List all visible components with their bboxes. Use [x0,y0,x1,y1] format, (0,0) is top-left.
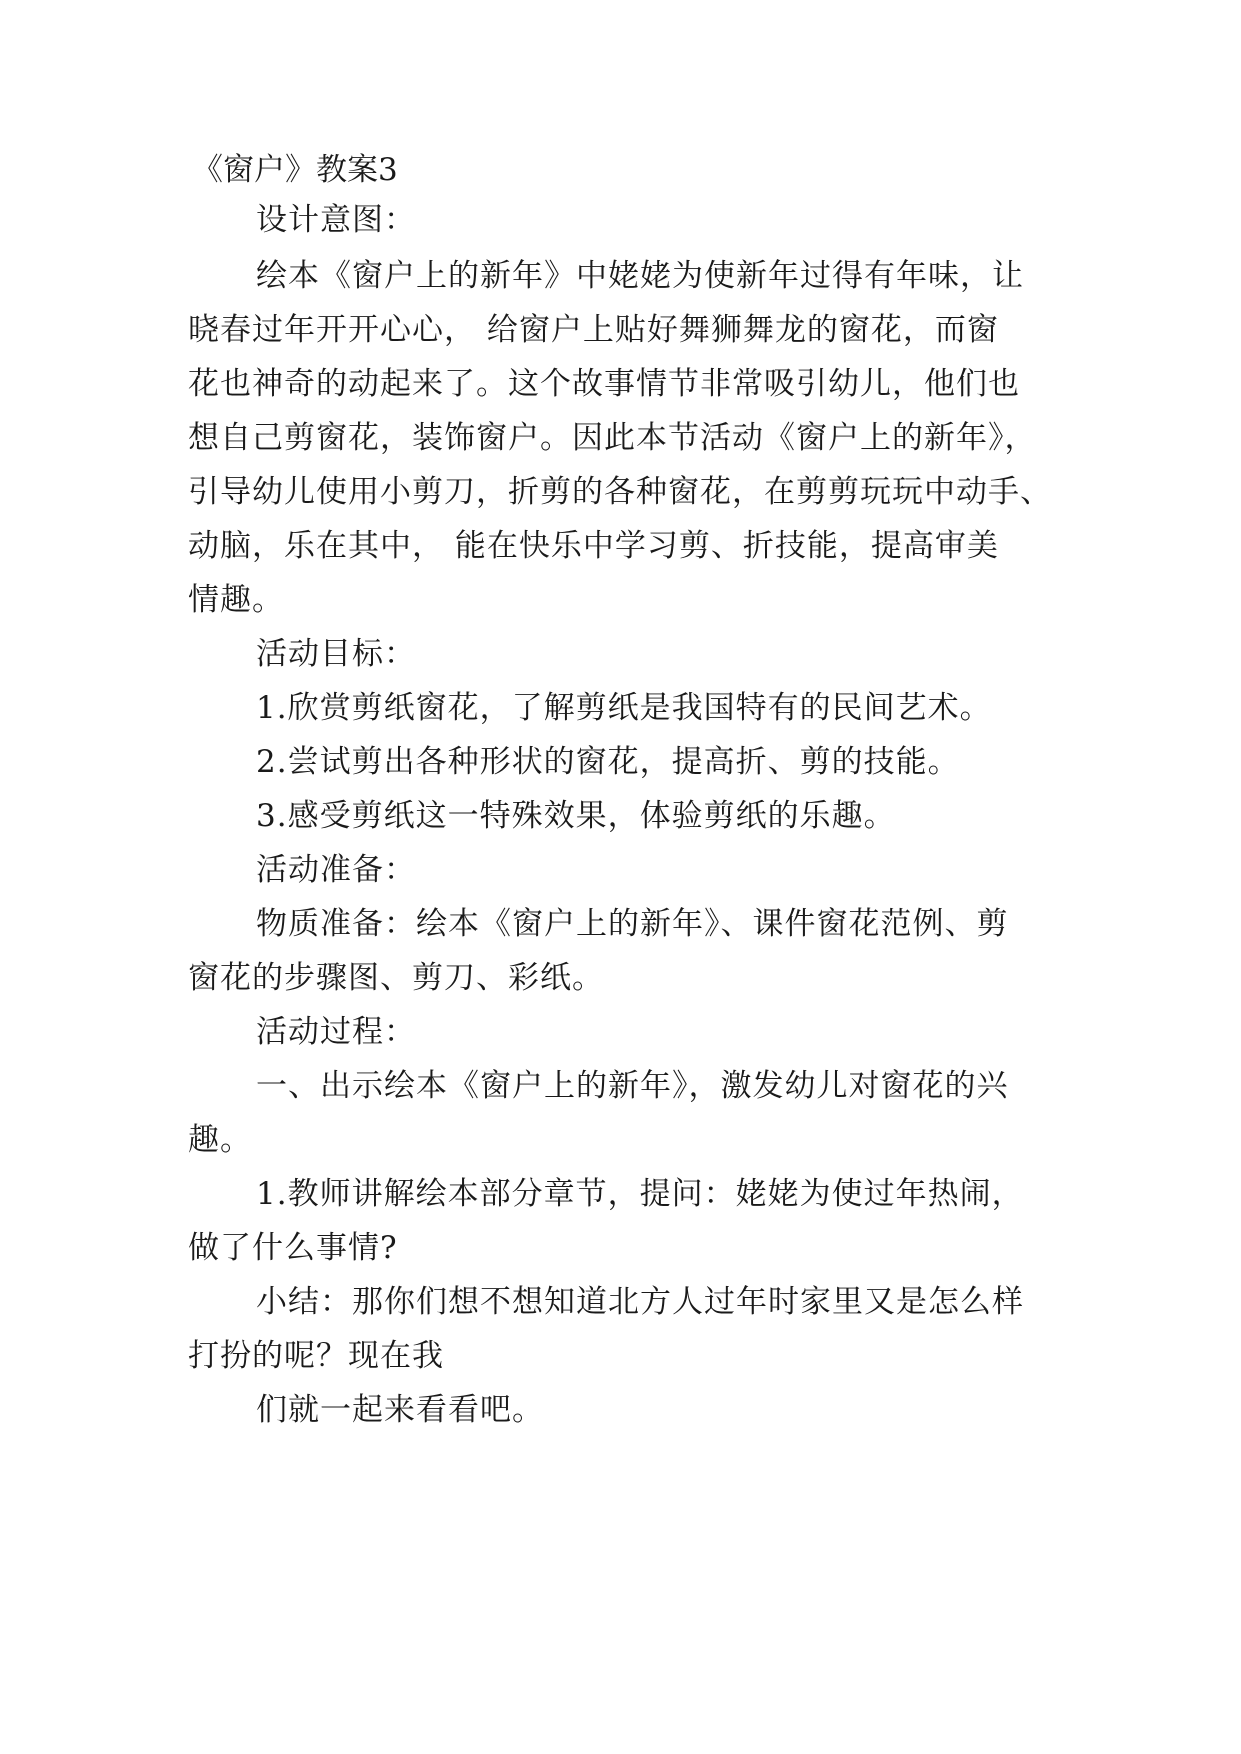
paragraph-line: 绘本《窗户上的新年》中姥姥为使新年过得有年味，让 [256,258,1024,294]
paragraph-line: 1.教师讲解绘本部分章节，提问：姥姥为使过年热闹， [256,1176,1024,1212]
heading-activity-goals: 活动目标： [256,636,416,672]
paragraph-line: 情趣。 [188,582,284,618]
paragraph-line: 小结：那你们想不想知道北方人过年时家里又是怎么样 [256,1284,1024,1320]
paragraph-line: 做了什么事情? [188,1230,398,1266]
paragraph-line: 动脑，乐在其中， 能在快乐中学习剪、折技能，提高审美 [188,528,999,564]
paragraph-line: 一、出示绘本《窗户上的新年》，激发幼儿对窗花的兴 [256,1068,1009,1104]
paragraph-line: 花也神奇的动起来了。这个故事情节非常吸引幼儿，他们也 [188,366,1020,402]
paragraph-line: 想自己剪窗花，装饰窗户。因此本节活动《窗户上的新年》， [188,420,1037,456]
heading-design-intent: 设计意图： [256,202,416,238]
paragraph-line: 趣。 [188,1122,252,1158]
paragraph-line: 打扮的呢？现在我 [188,1338,444,1374]
paragraph-line: 窗花的步骤图、剪刀、彩纸。 [188,960,604,996]
paragraph-line: 晓春过年开开心心， 给窗户上贴好舞狮舞龙的窗花，而窗 [188,312,999,348]
paragraph-line: 引导幼儿使用小剪刀，折剪的各种窗花，在剪剪玩玩中动手、 [188,474,1052,510]
heading-activity-preparation: 活动准备： [256,852,416,888]
goal-item: 2.尝试剪出各种形状的窗花，提高折、剪的技能。 [256,744,960,780]
goal-item: 3.感受剪纸这一特殊效果，体验剪纸的乐趣。 [256,798,896,834]
goal-item: 1.欣赏剪纸窗花，了解剪纸是我国特有的民间艺术。 [256,690,992,726]
document-title: 《窗户》教案3 [192,152,398,188]
paragraph-line: 物质准备：绘本《窗户上的新年》、课件窗花范例、剪 [256,906,1009,942]
paragraph-line: 们就一起来看看吧。 [256,1392,544,1428]
heading-activity-process: 活动过程： [256,1014,416,1050]
